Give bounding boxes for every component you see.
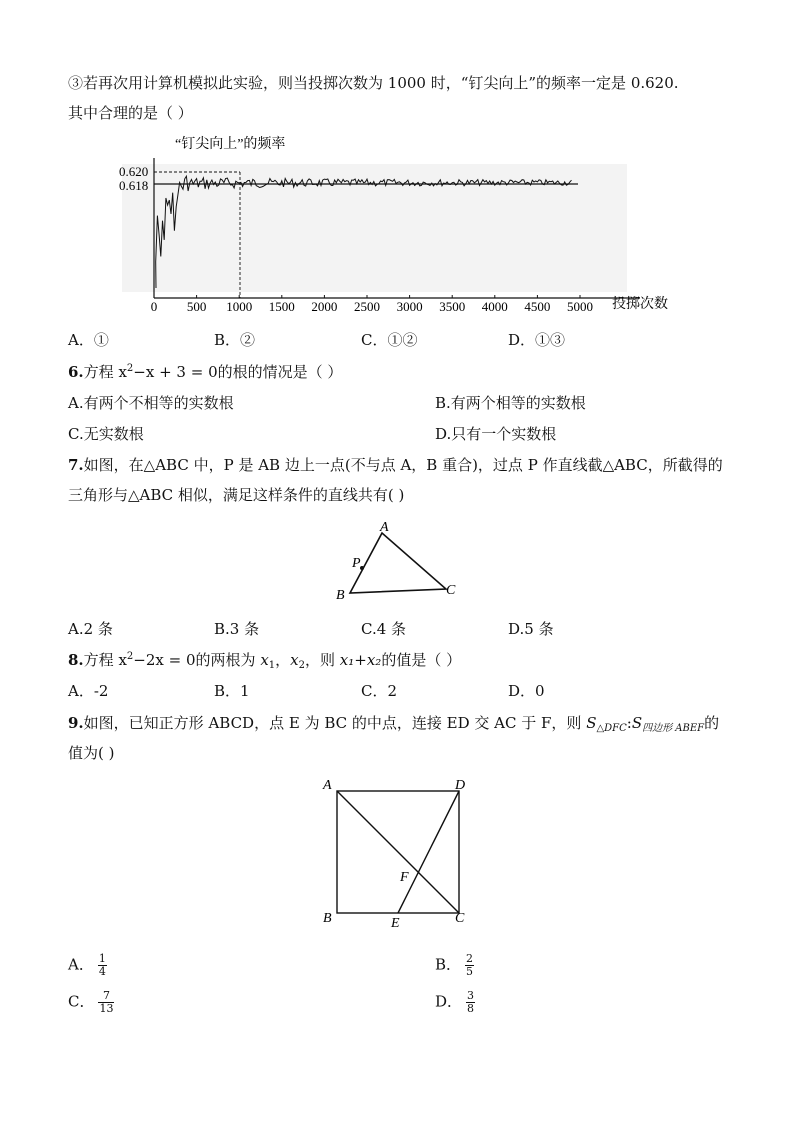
- x-tick-label: 2000: [311, 299, 338, 314]
- q8-pre: 方程: [83, 651, 119, 669]
- q6-eq-exp: 2: [126, 363, 134, 374]
- q7-option-b[interactable]: B.3 条: [214, 620, 260, 638]
- q9-option-a[interactable]: [68, 953, 107, 978]
- q8-number: 8.: [68, 651, 84, 669]
- fraction-denominator: 8: [467, 1002, 475, 1015]
- q6-eq-rest: −x + 3 = 0: [133, 363, 218, 381]
- q8-option-b[interactable]: B．1: [214, 682, 250, 700]
- frequency-chart: [100, 128, 700, 318]
- q9-number: 9.: [68, 714, 84, 732]
- q6-option-d[interactable]: D.只有一个实数根: [435, 425, 557, 443]
- q5-option-d[interactable]: D．①③: [508, 331, 566, 349]
- fraction-denominator: 5: [466, 965, 474, 978]
- q9-option-b-fraction: [465, 953, 474, 978]
- x-tick-label: 1000: [226, 299, 253, 314]
- q8-mid2: ，则: [305, 651, 340, 669]
- label-d: D: [455, 778, 466, 793]
- q9-colon: :: [626, 714, 632, 732]
- q8-option-c[interactable]: C．2: [361, 682, 398, 700]
- q8-option-d[interactable]: D．0: [508, 682, 545, 700]
- x-tick-label: 4500: [524, 299, 551, 314]
- q9-option-a-fraction: [98, 953, 107, 978]
- x-tick-label: 3000: [396, 299, 423, 314]
- label-b: B: [323, 911, 332, 926]
- label-c: C: [455, 911, 465, 926]
- q5-option-b[interactable]: B．②: [214, 331, 256, 349]
- x-tick-label: 5000: [567, 299, 593, 314]
- q6-option-b[interactable]: B.有两个相等的实数根: [435, 394, 586, 412]
- q9-option-b-letter: B．: [435, 955, 462, 974]
- fraction-numerator: 2: [466, 952, 474, 965]
- q6-option-a[interactable]: A.有两个不相等的实数根: [68, 394, 234, 412]
- q9-s-a-sub: △DFC: [596, 723, 627, 734]
- q7-line-1: [68, 455, 723, 475]
- q7-number: 7.: [68, 456, 84, 474]
- fraction-numerator: 7: [98, 990, 114, 1003]
- q8-x1-sub: 1: [268, 660, 276, 671]
- q9-line-1: [68, 713, 719, 733]
- q9-option-c-fraction: [98, 990, 114, 1015]
- fraction-numerator: 3: [467, 989, 475, 1002]
- q9-s-a: S: [586, 714, 597, 732]
- q6-pre: 方程: [83, 363, 119, 381]
- q8-x1: x: [260, 651, 269, 669]
- label-f: F: [400, 870, 409, 885]
- q7-option-a[interactable]: A.2 条: [68, 620, 113, 638]
- q8-mid: 的两根为: [195, 651, 261, 669]
- diagonal-ac: [337, 791, 459, 913]
- q8-stem: [68, 650, 461, 670]
- segment-ed: [398, 791, 459, 913]
- q8-eq-exp: 2: [126, 651, 134, 662]
- q8-option-a[interactable]: A．-2: [68, 682, 109, 700]
- label-b: B: [336, 588, 345, 603]
- y-tick-0620: 0.620: [119, 164, 149, 179]
- triangle-abc-figure: [330, 515, 465, 605]
- label-c: C: [446, 583, 456, 598]
- q8-eq-x: x: [118, 651, 127, 669]
- triangle-abc: [350, 533, 446, 593]
- q7-line-2: 三角形与△ABC 相似，满足这样条件的直线共有( ): [68, 486, 405, 504]
- x-tick-label: 1500: [268, 299, 295, 314]
- q9-text-1: 如图，已知正方形 ABCD，点 E 为 BC 的中点，连接 ED 交 AC 于 F，则: [83, 714, 587, 732]
- chart-xlabel: 投掷次数: [612, 297, 668, 312]
- q8-post: 的值是（ ）: [381, 651, 462, 669]
- q7-option-d[interactable]: D.5 条: [508, 620, 554, 638]
- q5-option-c[interactable]: C．①②: [361, 331, 418, 349]
- q7-text-1: 如图，在△ABC 中，P 是 AB 边上一点(不与点 A，B 重合)，过点 P 作直线截△ABC，所截得的: [83, 456, 723, 474]
- q6-number: 6.: [68, 363, 84, 381]
- label-a: A: [380, 520, 389, 535]
- q6-option-c[interactable]: C.无实数根: [68, 425, 144, 443]
- square-abcd-figure: [315, 773, 475, 933]
- label-a: A: [323, 778, 332, 793]
- q8-eq-rest: −2x = 0: [133, 651, 196, 669]
- q5-statement-3: ③若再次用计算机模拟此实验，则当投掷次数为 1000 时，“钉尖向上”的频率一定是 0.620.: [68, 74, 679, 92]
- q9-s-b: S: [631, 714, 643, 732]
- label-p: P: [352, 556, 361, 571]
- fraction-denominator: 13: [99, 1002, 114, 1015]
- x-tick-label: 2500: [354, 299, 380, 314]
- q9-option-d-fraction: [466, 990, 475, 1015]
- x-tick-label: 0: [150, 299, 158, 314]
- q9-option-a-letter: A．: [68, 955, 94, 974]
- fraction-numerator: 1: [98, 952, 106, 965]
- q9-option-c-letter: C．: [68, 992, 95, 1011]
- q6-post: 的根的情况是（ ）: [217, 363, 343, 381]
- x-tick-label: 4000: [481, 299, 508, 314]
- x-tick-label: 3500: [439, 299, 466, 314]
- q9-option-b[interactable]: [435, 953, 474, 978]
- point-p: [360, 566, 364, 570]
- q8-x2: x: [290, 651, 299, 669]
- q8-x2-sub: 2: [298, 660, 306, 671]
- q6-stem: [68, 362, 342, 382]
- y-tick-0618: 0.618: [119, 178, 149, 193]
- q5-option-a[interactable]: A．①: [68, 331, 109, 349]
- q8-sep: ，: [275, 651, 291, 669]
- fraction-denominator: 4: [98, 965, 106, 978]
- chart-ylabel: “钉尖向上”的频率: [175, 137, 286, 152]
- q9-line-2: 值为( ): [68, 744, 115, 762]
- q9-option-c[interactable]: [68, 990, 114, 1015]
- q8-sum: x₁+x₂: [339, 651, 382, 669]
- x-tick-label: 500: [186, 299, 207, 314]
- q7-option-c[interactable]: C.4 条: [361, 620, 407, 638]
- q5-prompt: 其中合理的是（ ）: [68, 104, 193, 122]
- q9-s-b-sub: 四边形 ABEF: [642, 723, 705, 734]
- q6-eq-x: x: [118, 363, 127, 381]
- q9-option-d[interactable]: [435, 990, 475, 1015]
- label-e: E: [391, 916, 400, 931]
- q9-text-1-end: 的: [704, 714, 720, 732]
- q9-option-d-letter: D．: [435, 992, 463, 1011]
